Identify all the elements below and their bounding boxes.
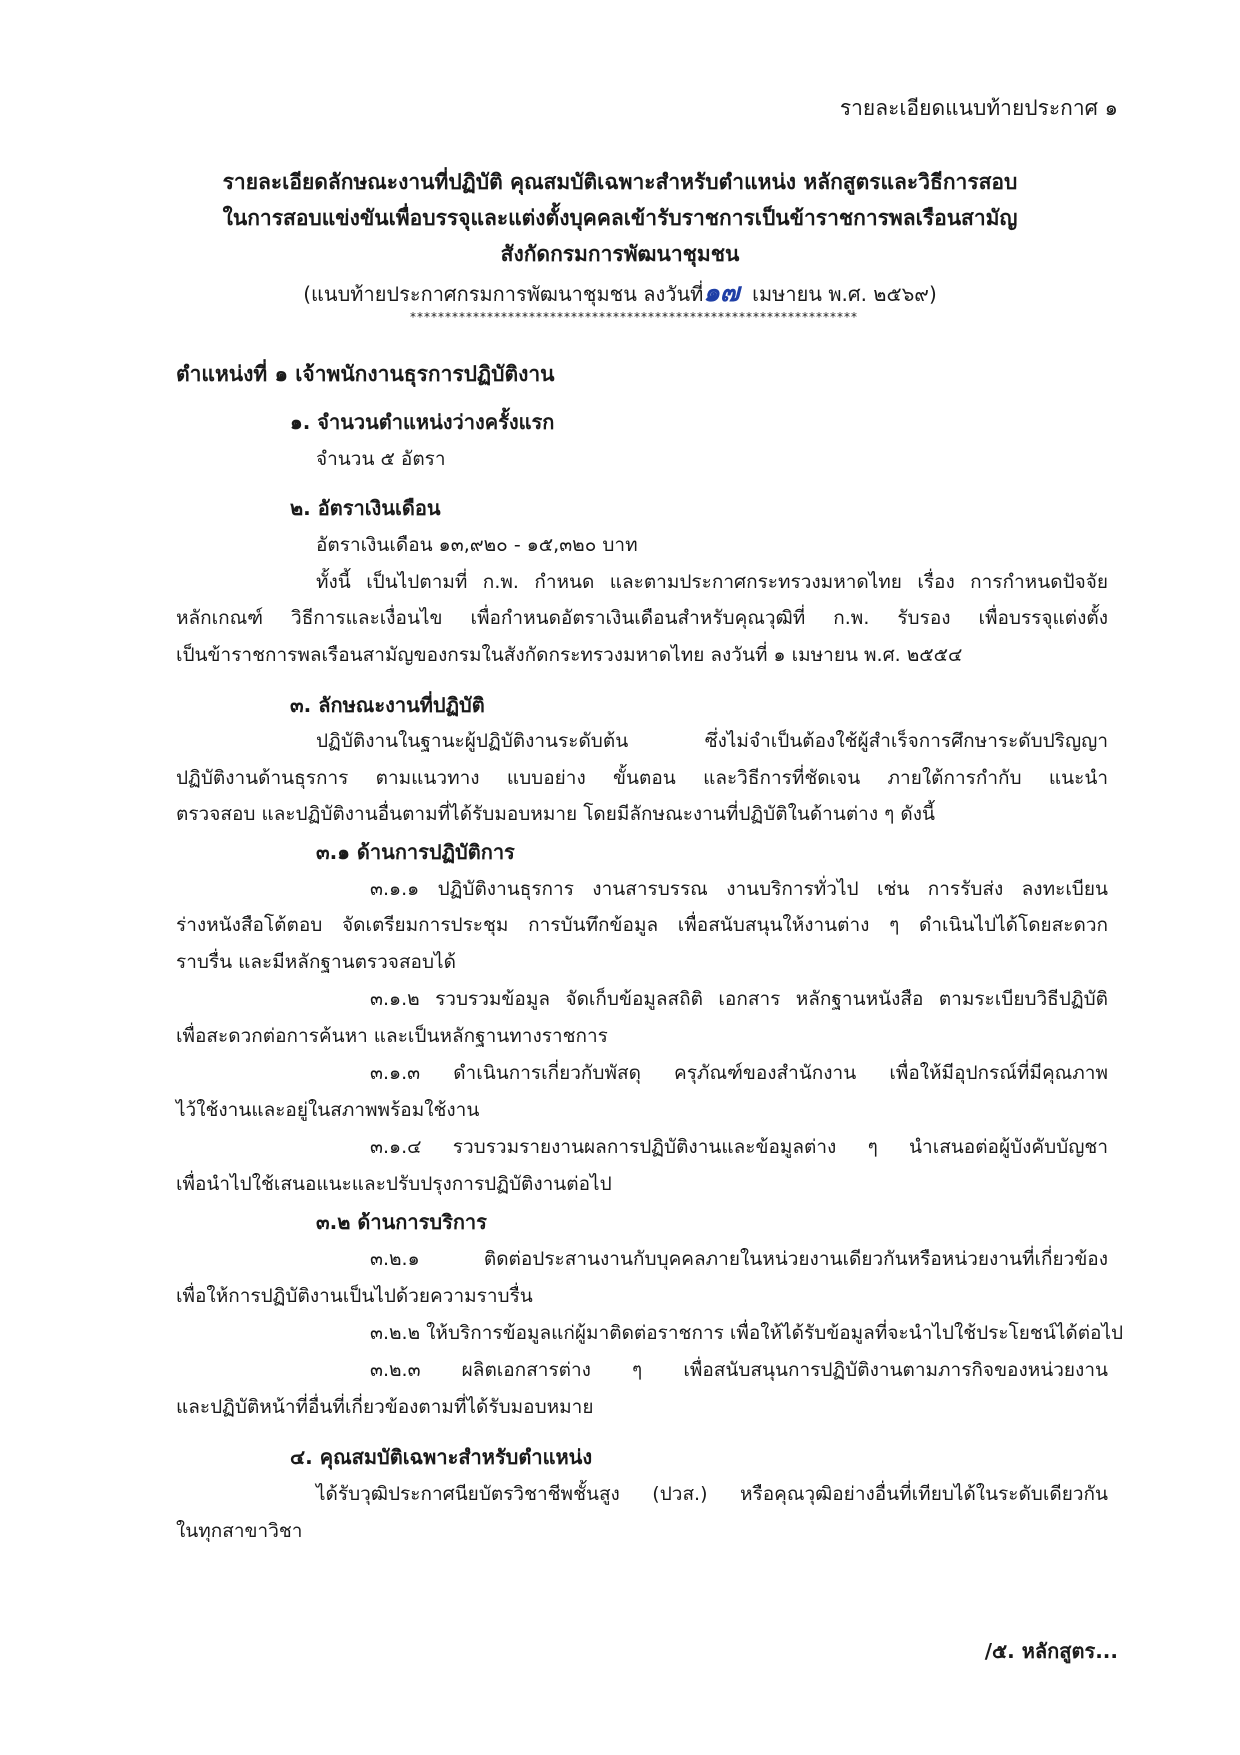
section-3-para-line-1: ปฏิบัติงานในฐานะผู้ปฏิบัติงานระดับต้น ซึ่งไม่จำเป็นต้องใช้ผู้สำเร็จการศึกษาระดับปริญญา [316,730,1108,752]
section-1-body: จำนวน ๕ อัตรา [316,448,446,470]
salary-range: อัตราเงินเดือน ๑๓,๙๒๐ - ๑๕,๓๒๐ บาท [316,534,638,556]
section-2-para-line-2: หลักเกณฑ์ วิธีการและเงื่อนไข เพื่อกำหนดอัตราเงินเดือนสำหรับคุณวุฒิที่ ก.พ. รับรอง เพื่อบรรจุแต่งตั้ง [176,607,1108,629]
section-3-heading: ๓. ลักษณะงานที่ปฏิบัติ [290,693,485,717]
item-3-1-3-line-1: ๓.๑.๓ ดำเนินการเกี่ยวกับพัสดุ ครุภัณฑ์ของสำนักงาน เพื่อให้มีอุปกรณ์ที่มีคุณภาพ [370,1062,1108,1084]
section-3-1-heading: ๓.๑ ด้านการปฏิบัติการ [316,840,515,864]
separator-line: **************************************************************** [410,310,858,324]
position-heading: ตำแหน่งที่ ๑ เจ้าพนักงานธุรการปฏิบัติงาน [176,362,555,386]
item-3-1-1-line-3: ราบรื่น และมีหลักฐานตรวจสอบได้ [176,951,456,973]
section-1-heading: ๑. จำนวนตำแหน่งว่างครั้งแรก [290,410,555,434]
subtitle [0,272,1240,313]
item-3-1-4-line-2: เพื่อนำไปใช้เสนอแนะและปรับปรุงการปฏิบัติงานต่อไป [176,1173,612,1195]
title-line-1: รายละเอียดลักษณะงานที่ปฏิบัติ คุณสมบัติเฉพาะสำหรับตำแหน่ง หลักสูตรและวิธีการสอบ [222,170,1018,194]
item-3-1-3-line-2: ไว้ใช้งานและอยู่ในสภาพพร้อมใช้งาน [176,1099,480,1121]
item-3-2-3-line-2: และปฏิบัติหน้าที่อื่นที่เกี่ยวข้องตามที่ได้รับมอบหมาย [176,1396,594,1418]
title-line-3: สังกัดกรมการพัฒนาชุมชน [500,242,740,266]
section-3-para-line-3: ตรวจสอบ และปฏิบัติงานอื่นตามที่ได้รับมอบหมาย โดยมีลักษณะงานที่ปฏิบัติในด้านต่าง ๆ ดังนี้ [176,803,936,825]
section-3-2-heading: ๓.๒ ด้านการบริการ [316,1210,487,1234]
item-3-1-2-line-2: เพื่อสะดวกต่อการค้นหา และเป็นหลักฐานทางราชการ [176,1025,608,1047]
item-3-1-1-line-1: ๓.๑.๑ ปฏิบัติงานธุรการ งานสารบรรณ งานบริการทั่วไป เช่น การรับส่ง ลงทะเบียน [370,878,1108,900]
section-4-para-line-2: ในทุกสาขาวิชา [176,1520,303,1542]
section-2-para-line-3: เป็นข้าราชการพลเรือนสามัญของกรมในสังกัดกระทรวงมหาดไทย ลงวันที่ ๑ เมษายน พ.ศ. ๒๕๕๔ [176,644,963,666]
section-2-para-line-1: ทั้งนี้ เป็นไปตามที่ ก.พ. กำหนด และตามประกาศกระทรวงมหาดไทย เรื่อง การกำหนดปัจจัย [316,571,1108,593]
item-3-2-1-line-2: เพื่อให้การปฏิบัติงานเป็นไปด้วยความราบรื่น [176,1285,533,1307]
item-3-1-1-line-2: ร่างหนังสือโต้ตอบ จัดเตรียมการประชุม การบันทึกข้อมูล เพื่อสนับสนุนให้งานต่าง ๆ ดำเนินไปได้โดยสะดวก [176,914,1108,936]
section-4-heading: ๔. คุณสมบัติเฉพาะสำหรับตำแหน่ง [290,1445,593,1469]
item-3-2-3-line-1: ๓.๒.๓ ผลิตเอกสารต่าง ๆ เพื่อสนับสนุนการปฏิบัติงานตามภารกิจของหน่วยงาน [370,1359,1108,1381]
subtitle-before: (แนบท้ายประกาศกรมการพัฒนาชุมชน ลงวันที่ [303,282,704,306]
item-3-1-4-line-1: ๓.๑.๔ รวบรวมรายงานผลการปฏิบัติงานและข้อมูลต่าง ๆ นำเสนอต่อผู้บังคับบัญชา [370,1136,1108,1158]
item-3-1-2-line-1: ๓.๑.๒ รวบรวมข้อมูล จัดเก็บข้อมูลสถิติ เอกสาร หลักฐานหนังสือ ตามระเบียบวิธีปฏิบัติ [370,988,1108,1010]
title-line-2: ในการสอบแข่งขันเพื่อบรรจุและแต่งตั้งบุคคลเข้ารับราชการเป็นข้าราชการพลเรือนสามัญ [222,206,1018,230]
section-3-para-line-2: ปฏิบัติงานด้านธุรการ ตามแนวทาง แบบอย่าง ขั้นตอน และวิธีการที่ชัดเจน ภายใต้การกำกับ แนะนำ [176,767,1108,789]
annex-label: รายละเอียดแนบท้ายประกาศ ๑ [839,96,1118,120]
section-2-heading: ๒. อัตราเงินเดือน [290,496,441,520]
section-4-para-line-1: ได้รับวุฒิประกาศนียบัตรวิชาชีพชั้นสูง (ปวส.) หรือคุณวุฒิอย่างอื่นที่เทียบได้ในระดับเดียวกัน [316,1483,1108,1505]
handwritten-day: ๑๗ [703,278,740,308]
subtitle-after: เมษายน พ.ศ. ๒๕๖๙) [752,282,937,306]
item-3-2-1-line-1: ๓.๒.๑ ติดต่อประสานงานกับบุคคลภายในหน่วยงานเดียวกันหรือหน่วยงานที่เกี่ยวข้อง [370,1248,1108,1270]
continuation-footer: /๕. หลักสูตร... [984,1639,1118,1663]
item-3-2-2-line-1: ๓.๒.๒ ให้บริการข้อมูลแก่ผู้มาติดต่อราชการ เพื่อให้ได้รับข้อมูลที่จะนำไปใช้ประโยชน์ได้ต่อไป [370,1322,1124,1344]
